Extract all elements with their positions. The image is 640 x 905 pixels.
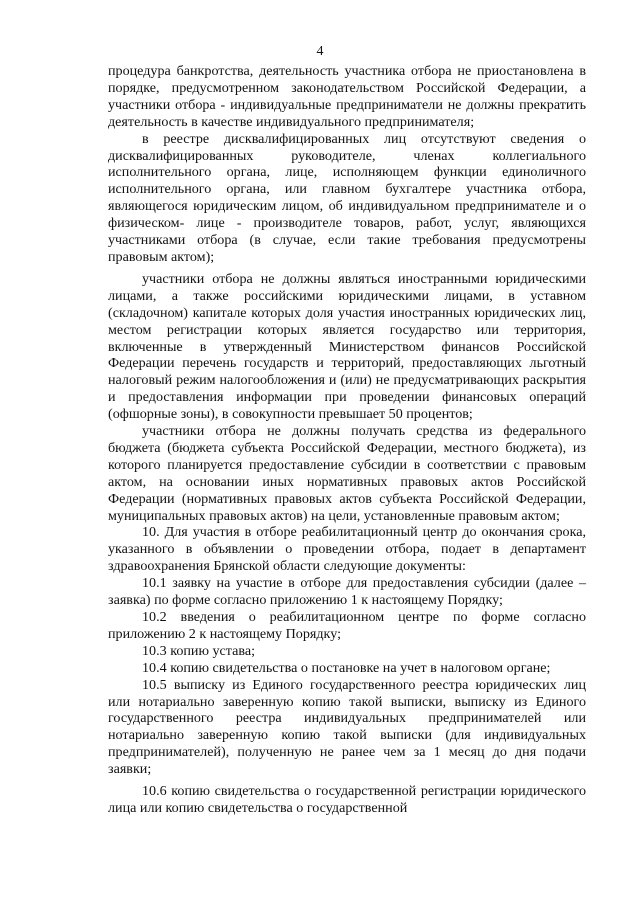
paragraph-bankruptcy-condition: процедура банкротства, деятельность участника отбора не приостановлена в порядке, предусмотренном законодательством Российской Федерации, а участники отбора - индивидуальные предприниматели не должны прекратить деятельность в качестве индивидуального предпринимателя;	[108, 63, 586, 130]
paragraph-10-5-registry-extract: 10.5 выписку из Единого государственного реестра юридических лиц или нотариально заверенную копию такой выписки, выписку из Единого государственного реестра индивидуальных предпринимателей или нотариально заверенную копию такой выписки (для индивидуальных предпринимателей), полученную не ранее чем за 1 месяц до дня подачи заявки;	[108, 676, 586, 778]
paragraph-10-documents: 10. Для участия в отборе реабилитационный центр до окончания срока, указанного в объявлении о проведении отбора, подает в департамент здравоохранения Брянской области следующие документы:	[108, 524, 586, 575]
paragraph-10-1-application: 10.1 заявку на участие в отборе для предоставления субсидии (далее – заявка) по форме согласно приложению 1 к настоящему Порядку;	[108, 575, 586, 609]
body-text	[108, 63, 586, 817]
page-number: 4	[316, 44, 324, 59]
paragraph-federal-budget-funds: участники отбора не должны получать средства из федерального бюджета (бюджета субъекта Российской Федерации, местного бюджета), из которого планируется предоставление субсидии в соответствии с правовым актом, на основании иных нормативных правовых актов Российской Федерации (нормативных правовых актов субъекта Российской Федерации, муниципальных правовых актов) на цели, установленные правовым актом;	[108, 423, 586, 524]
paragraph-10-2-center-info: 10.2 введения о реабилитационном центре по форме согласно приложению 2 к настоящему Порядку;	[108, 609, 586, 642]
paragraph-10-6-registration-certificate: 10.6 копию свидетельства о государственной регистрации юридического лица или копию свидетельства о государственной	[108, 783, 586, 816]
paragraph-10-3-charter-copy: 10.3 копию устава;	[142, 642, 256, 659]
paragraph-10-4-tax-registration: 10.4 копию свидетельства о постановке на учет в налоговом органе;	[142, 659, 551, 676]
paragraph-disqualified-persons: в реестре дисквалифицированных лиц отсутствуют сведения о дисквалифицированных руководителе, членах коллегиального исполнительного органа, лице, исполняющем функции единоличного исполнительного органа, или главном бухгалтере участника отбора, являющегося юридическим лицом, об индивидуальном предпринимателе и о физическом- лице - производителе товаров, работ, услуг, являющихся участниками отбора (в случае, если такие требования предусмотрены правовым актом);	[108, 130, 586, 265]
paragraph-foreign-entities: участники отбора не должны являться иностранными юридическими лицами, а также российскими юридическими лицами, в уставном (складочном) капитале которых доля участия иностранных юридических лиц, местом регистрации которых является государство или территория, включенные в утвержденный Министерством финансов Российской Федерации перечень государств и территорий, предоставляющих льготный налоговый режим налогообложения и (или) не предусматривающих раскрытия и предоставления информации при проведении финансовых операций (офшорные зоны), в совокупности превышает 50 процентов;	[108, 270, 586, 423]
